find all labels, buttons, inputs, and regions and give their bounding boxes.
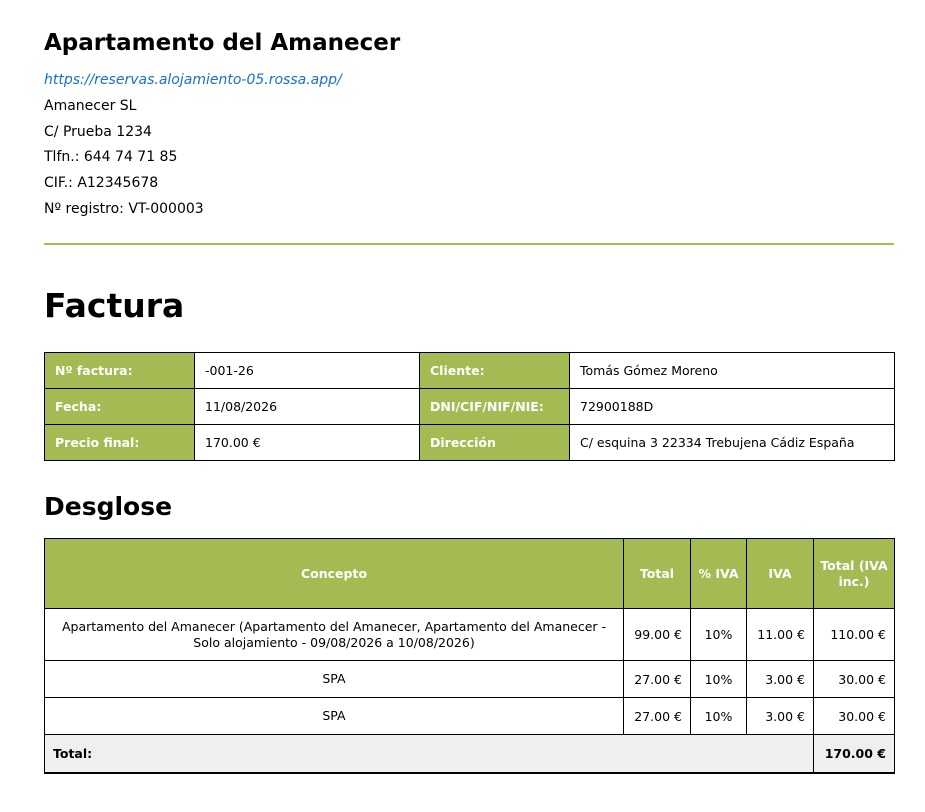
total-value: 170.00 € <box>814 735 895 773</box>
row-vat-pct: 10% <box>691 609 747 661</box>
company-registry: Nº registro: VT-000003 <box>44 201 204 217</box>
row-total: 27.00 € <box>624 661 691 698</box>
invoice-details-row <box>45 425 895 461</box>
column-header-total-inc: Total (IVA inc.) <box>814 539 895 609</box>
client-id-value: 72900188D <box>570 389 895 425</box>
company-phone: Tlfn.: 644 74 71 85 <box>44 149 178 165</box>
column-header-vat-pct: % IVA <box>691 539 747 609</box>
column-header-vat: IVA <box>747 539 814 609</box>
header-divider <box>44 243 894 245</box>
client-id-label: DNI/CIF/NIF/NIE: <box>420 389 570 425</box>
row-vat-pct: 10% <box>691 661 747 698</box>
invoice-title: Factura <box>44 286 185 325</box>
table-row <box>45 698 895 735</box>
row-total-inc: 30.00 € <box>814 661 895 698</box>
row-concept: Apartamento del Amanecer (Apartamento del Amanecer, Apartamento del Amanecer - Solo alojamiento - 09/08/2026 a 10/08/2026) <box>45 609 624 661</box>
total-row <box>45 735 895 773</box>
final-price-label: Precio final: <box>45 425 195 461</box>
row-total-inc: 110.00 € <box>814 609 895 661</box>
final-price-value: 170.00 € <box>195 425 420 461</box>
row-concept: SPA <box>45 661 624 698</box>
invoice-date-label: Fecha: <box>45 389 195 425</box>
client-label: Cliente: <box>420 353 570 389</box>
table-row <box>45 609 895 661</box>
breakdown-title: Desglose <box>44 492 173 521</box>
invoice-number-value: -001-26 <box>195 353 420 389</box>
row-vat: 3.00 € <box>747 698 814 735</box>
client-address-label: Dirección <box>420 425 570 461</box>
column-header-concept: Concepto <box>45 539 624 609</box>
row-total: 27.00 € <box>624 698 691 735</box>
client-address-value: C/ esquina 3 22334 Trebujena Cádiz España <box>570 425 895 461</box>
website-link[interactable]: https://reservas.alojamiento-05.rossa.app/ <box>44 72 342 88</box>
row-total-inc: 30.00 € <box>814 698 895 735</box>
client-value: Tomás Gómez Moreno <box>570 353 895 389</box>
invoice-details-table <box>44 352 895 461</box>
row-vat-pct: 10% <box>691 698 747 735</box>
invoice-date-value: 11/08/2026 <box>195 389 420 425</box>
invoice-details-row <box>45 389 895 425</box>
company-cif: CIF.: A12345678 <box>44 175 159 191</box>
table-row <box>45 661 895 698</box>
total-label: Total: <box>45 735 814 773</box>
invoice-details-row <box>45 353 895 389</box>
breakdown-header-row <box>45 539 895 609</box>
column-header-total: Total <box>624 539 691 609</box>
company-name: Apartamento del Amanecer <box>44 30 401 56</box>
invoice-number-label: Nº factura: <box>45 353 195 389</box>
company-address: C/ Prueba 1234 <box>44 124 152 140</box>
row-vat: 3.00 € <box>747 661 814 698</box>
row-concept: SPA <box>45 698 624 735</box>
company-owner: Amanecer SL <box>44 98 137 114</box>
row-vat: 11.00 € <box>747 609 814 661</box>
breakdown-table <box>44 538 895 774</box>
row-total: 99.00 € <box>624 609 691 661</box>
